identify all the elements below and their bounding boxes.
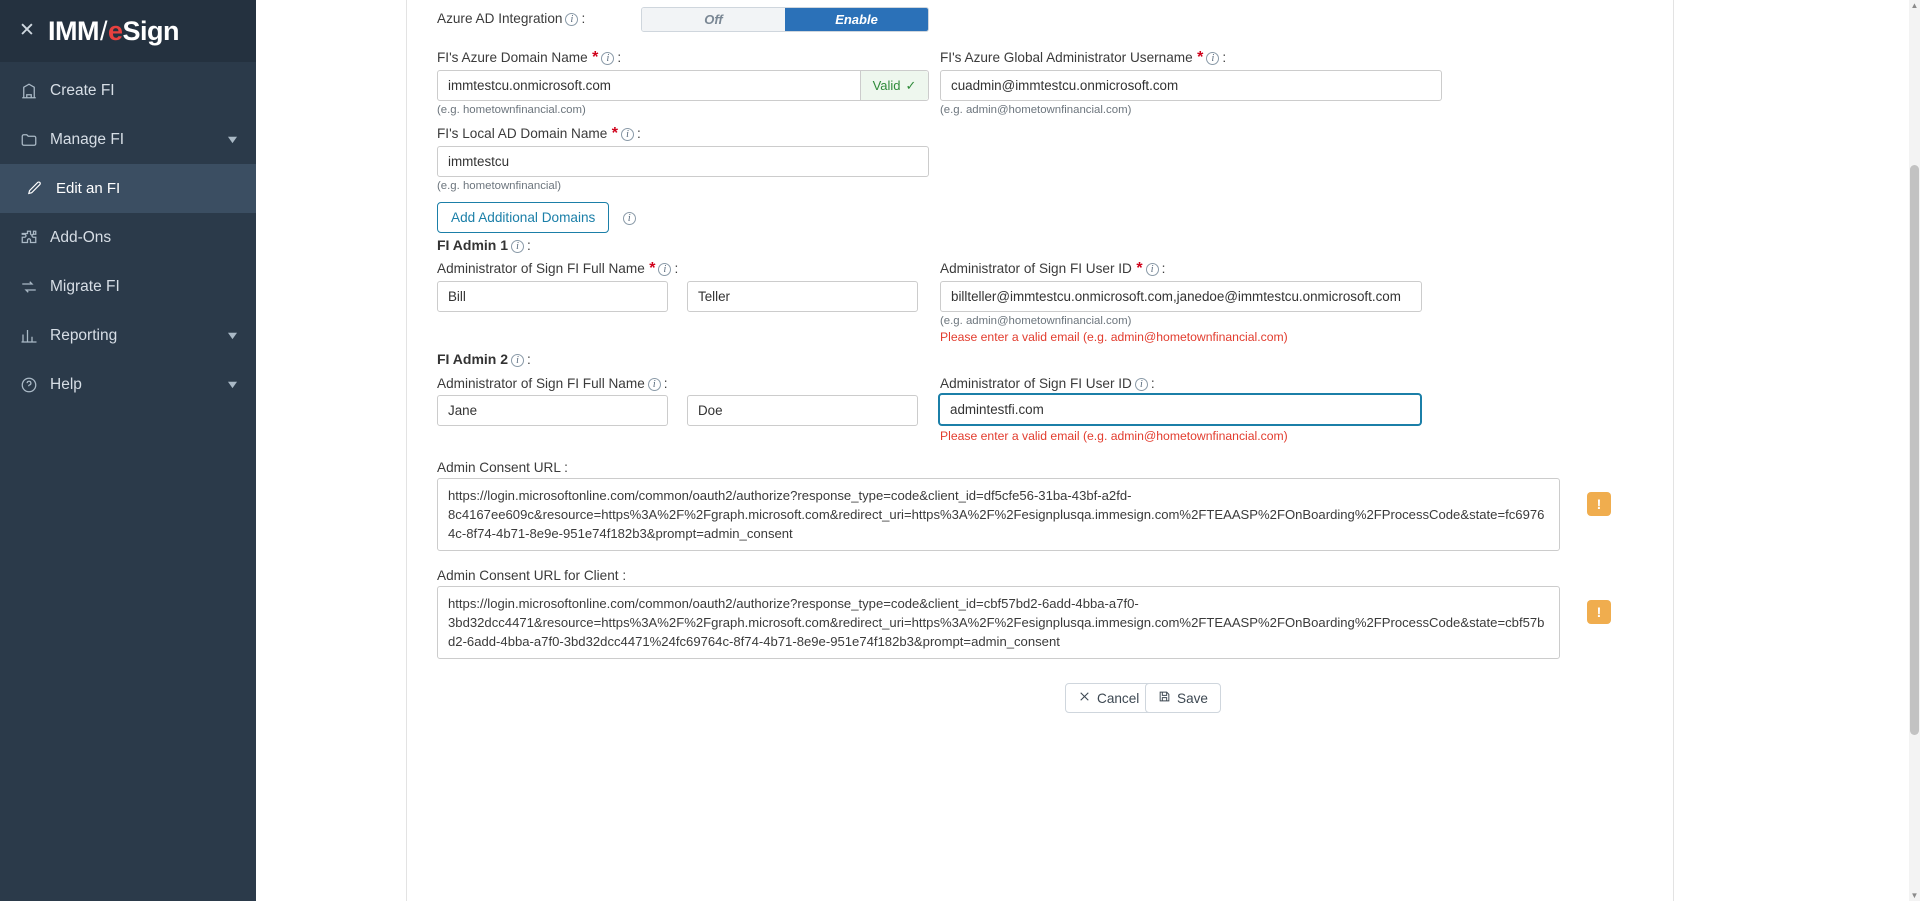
info-icon[interactable]: i [511, 354, 524, 367]
colon-separator: : [581, 11, 586, 26]
fi-admin-1-title-row [437, 237, 531, 255]
fi-admin-1-userid-error: Please enter a valid email (e.g. admin@hometownfinancial.com) [940, 330, 1288, 344]
sidebar-item-reporting[interactable] [0, 311, 256, 360]
fi-admin-2-last-name-input[interactable] [687, 395, 918, 426]
colon-separator: : [617, 50, 622, 65]
sidebar-item-help[interactable] [0, 360, 256, 409]
local-ad-label: FI's Local AD Domain Name [437, 126, 608, 141]
sidebar-item-manage-fi[interactable] [0, 115, 256, 164]
azure-domain-label-row [437, 49, 621, 67]
fi-admin-1-title: FI Admin 1 [437, 237, 509, 253]
logo-e: e [108, 15, 123, 46]
colon-separator: : [637, 126, 641, 141]
fi-admin-1-userid-label-row [940, 260, 1165, 278]
sidebar-item-add-ons[interactable] [0, 213, 256, 262]
save-button-wrap [1145, 683, 1221, 713]
save-button[interactable] [1145, 683, 1221, 713]
azure-domain-input[interactable] [437, 70, 929, 101]
add-additional-domains-button[interactable]: Add Additional Domains [437, 202, 609, 233]
valid-text: Valid [872, 78, 901, 93]
sidebar-item-label: Create FI [50, 81, 115, 99]
cancel-button-label: Cancel [1097, 690, 1140, 706]
fi-admin-1-first-name-input[interactable] [437, 281, 668, 312]
fi-admin-1-userid-label: Administrator of Sign FI User ID [940, 261, 1132, 276]
add-domains-row [437, 202, 639, 233]
cancel-button-wrap [1065, 683, 1152, 713]
fi-admin-2-last-name-wrap [687, 395, 918, 426]
info-icon[interactable]: i [1135, 378, 1148, 391]
fi-admin-1-name-label: Administrator of Sign FI Full Name [437, 261, 645, 276]
global-admin-input[interactable] [940, 70, 1442, 101]
logo-slash: / [99, 15, 107, 46]
warning-icon[interactable]: ! [1587, 492, 1611, 516]
scroll-down-arrow-icon[interactable]: ▼ [1910, 891, 1919, 900]
fi-admin-2-userid-label: Administrator of Sign FI User ID [940, 376, 1132, 391]
colon-separator: : [527, 352, 531, 367]
sidebar-item-label: Reporting [50, 326, 118, 344]
puzzle-icon [20, 229, 50, 247]
colon-separator: : [560, 460, 568, 475]
azure-domain-field-wrap [437, 70, 929, 116]
info-icon[interactable]: i [648, 378, 661, 391]
colon-separator: : [618, 568, 627, 583]
sidebar-header [0, 0, 256, 62]
required-marker: * [649, 260, 656, 277]
info-icon[interactable]: i [601, 52, 614, 65]
fi-admin-1-userid-wrap [940, 281, 1422, 344]
save-icon [1158, 690, 1171, 706]
chevron-down-icon: ▼ [224, 329, 241, 342]
sidebar-item-migrate-fi[interactable] [0, 262, 256, 311]
admin-consent-url-client-label-row [437, 567, 626, 585]
azure-integration-row [437, 10, 585, 28]
fi-admin-2-title: FI Admin 2 [437, 351, 509, 367]
info-icon[interactable]: i [658, 263, 671, 276]
save-button-label: Save [1177, 690, 1208, 706]
migrate-icon [20, 278, 50, 296]
scroll-up-arrow-icon[interactable]: ▲ [1910, 1, 1919, 10]
colon-separator: : [527, 238, 531, 253]
fi-admin-1-last-name-input[interactable] [687, 281, 918, 312]
fi-admin-2-userid-input[interactable] [938, 393, 1422, 426]
fi-admin-2-userid-error: Please enter a valid email (e.g. admin@hometownfinancial.com) [940, 429, 1288, 443]
folder-icon [20, 131, 50, 149]
fi-admin-1-userid-input[interactable] [940, 281, 1422, 312]
azure-domain-valid-badge [860, 71, 928, 100]
sidebar-nav [0, 66, 256, 409]
info-icon[interactable]: i [565, 13, 578, 26]
local-ad-input[interactable] [437, 146, 929, 177]
global-admin-label-row [940, 49, 1226, 67]
sidebar-item-label: Migrate FI [50, 277, 120, 295]
main-area [256, 0, 1920, 901]
info-icon[interactable]: i [1206, 52, 1219, 65]
sidebar-item-create-fi[interactable] [0, 66, 256, 115]
sidebar-item-label: Help [50, 375, 82, 393]
fi-admin-1-userid-hint: (e.g. admin@hometownfinancial.com) [940, 315, 1132, 327]
admin-consent-url-client-label: Admin Consent URL for Client [437, 568, 619, 583]
admin-consent-url-warning[interactable] [1587, 492, 1611, 516]
admin-consent-url-textarea[interactable] [437, 478, 1560, 551]
fi-admin-1-first-name-wrap [437, 281, 668, 312]
close-icon[interactable]: ✕ [19, 20, 35, 41]
scrollbar-thumb[interactable] [1910, 165, 1919, 735]
admin-consent-url-wrap [437, 478, 1560, 556]
azure-integration-label: Azure AD Integration [437, 11, 563, 26]
fi-admin-2-title-row [437, 351, 531, 369]
local-ad-label-row [437, 125, 641, 143]
chevron-down-icon: ▼ [224, 378, 241, 391]
required-marker: * [611, 125, 619, 142]
page-scrollbar[interactable] [1909, 0, 1920, 901]
building-icon [20, 82, 50, 100]
edit-fi-form-pane [406, 0, 1674, 901]
fi-admin-2-first-name-wrap [437, 395, 668, 426]
admin-consent-url-client-textarea[interactable] [437, 586, 1560, 659]
info-icon[interactable]: i [511, 240, 524, 253]
fi-admin-2-name-label-row [437, 375, 668, 393]
toggle-option-off[interactable]: Off [642, 8, 785, 31]
required-marker: * [592, 49, 599, 66]
close-icon [1078, 690, 1091, 706]
info-icon[interactable]: i [623, 212, 636, 225]
azure-domain-hint: (e.g. hometownfinancial.com) [437, 104, 586, 116]
sidebar-item-label: Add-Ons [50, 228, 112, 246]
fi-admin-1-name-label-row [437, 260, 678, 278]
sidebar [0, 0, 256, 901]
fi-admin-1-last-name-wrap [687, 281, 918, 312]
fi-admin-2-first-name-input[interactable] [437, 395, 668, 426]
sidebar-item-label: Edit an FI [56, 180, 121, 197]
pencil-icon [26, 180, 56, 197]
chart-icon [20, 327, 50, 345]
fi-admin-2-name-label: Administrator of Sign FI Full Name [437, 376, 645, 391]
logo-imm: IMM [48, 15, 99, 46]
global-admin-hint: (e.g. admin@hometownfinancial.com) [940, 104, 1132, 116]
chevron-down-icon: ▼ [224, 133, 241, 146]
local-ad-hint: (e.g. hometownfinancial) [437, 180, 562, 192]
cancel-button[interactable] [1065, 683, 1152, 713]
help-icon [20, 376, 50, 394]
warning-icon[interactable]: ! [1587, 600, 1611, 624]
colon-separator: : [1150, 376, 1155, 391]
azure-domain-label: FI's Azure Domain Name [437, 50, 588, 65]
info-icon[interactable]: i [621, 128, 634, 141]
global-admin-field-wrap [940, 70, 1442, 116]
app-logo [48, 16, 179, 47]
colon-separator: : [663, 376, 668, 391]
check-icon: ✓ [905, 77, 917, 93]
info-icon[interactable]: i [1146, 263, 1159, 276]
colon-separator: : [1161, 261, 1166, 276]
azure-integration-toggle[interactable] [641, 7, 929, 32]
required-marker: * [1136, 260, 1143, 277]
toggle-option-enable[interactable]: Enable [785, 8, 928, 31]
global-admin-label: FI's Azure Global Administrator Username [940, 50, 1193, 65]
sidebar-item-edit-an-fi[interactable] [0, 164, 256, 213]
admin-consent-url-client-wrap [437, 586, 1560, 664]
admin-consent-url-label: Admin Consent URL [437, 460, 561, 475]
fi-admin-2-userid-wrap [938, 393, 1422, 443]
colon-separator: : [674, 261, 679, 276]
required-marker: * [1197, 49, 1204, 66]
admin-consent-url-label-row [437, 459, 568, 477]
fi-admin-2-userid-label-row [940, 375, 1155, 393]
admin-consent-url-client-warning[interactable] [1587, 600, 1611, 624]
colon-separator: : [1222, 50, 1227, 65]
logo-sign: Sign [122, 15, 180, 46]
local-ad-field-wrap [437, 146, 929, 192]
sidebar-item-label: Manage FI [50, 130, 125, 148]
